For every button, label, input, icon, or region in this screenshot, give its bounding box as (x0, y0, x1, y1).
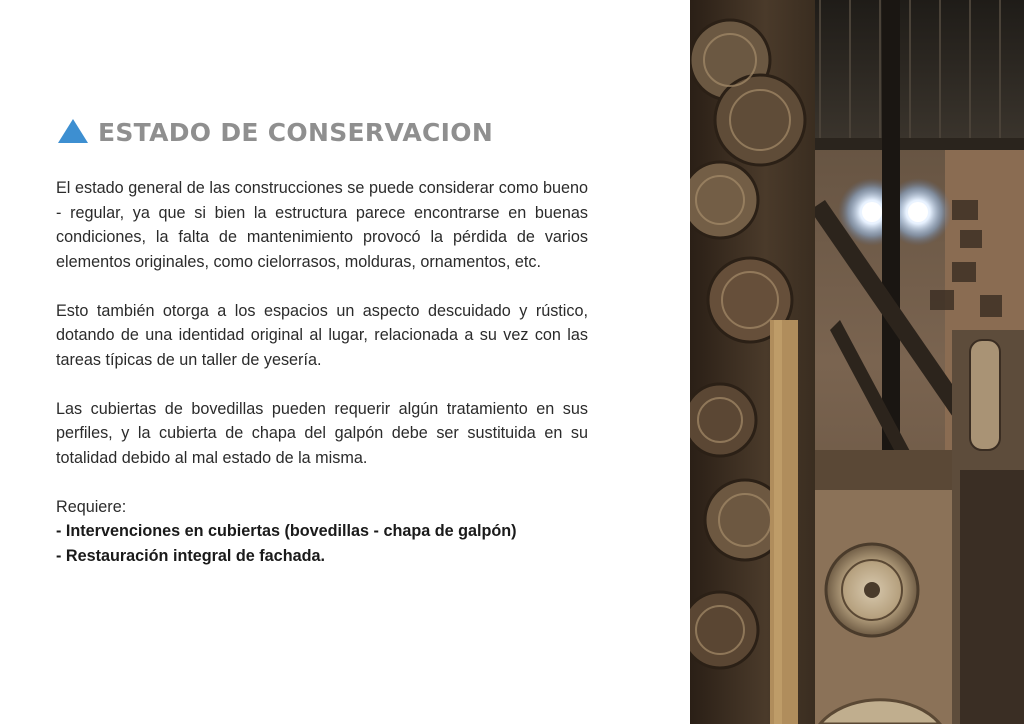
requirement-item-roofs: - Intervenciones en cubiertas (bovedillas - chapa de galpón) (56, 522, 517, 540)
requirements-label: Requiere: (56, 497, 127, 516)
triangle-icon (58, 119, 88, 143)
section-heading (58, 114, 493, 150)
body-text (56, 176, 588, 568)
paragraph-roof-treatment: Las cubiertas de bovedillas pueden requerir algún tratamiento en sus perfiles, y la cubierta de chapa del galpón debe ser sustituida en su totalidad debido al mal estado de la misma. (56, 399, 588, 467)
paragraph-conservation-state: El estado general de las construcciones se puede considerar como bueno - regular, ya que si bien la estructura parece encontrarse en buenas condiciones, la falta de mantenimiento provocó la pérdida de varios elementos originales, como cielorrasos, molduras, ornamentos, etc. (56, 179, 588, 271)
requirement-item-facade: - Restauración integral de fachada. (56, 546, 325, 565)
section-title: ESTADO DE CONSERVACION (98, 117, 494, 147)
paragraph-rustic-aspect: Esto también otorga a los espacios un aspecto descuidado y rústico, dotando de una identidad original al lugar, relacionada a su vez con las tareas típicas de un taller de yesería. (56, 301, 588, 369)
workshop-photo (690, 0, 1024, 724)
requirements-block (56, 495, 588, 569)
